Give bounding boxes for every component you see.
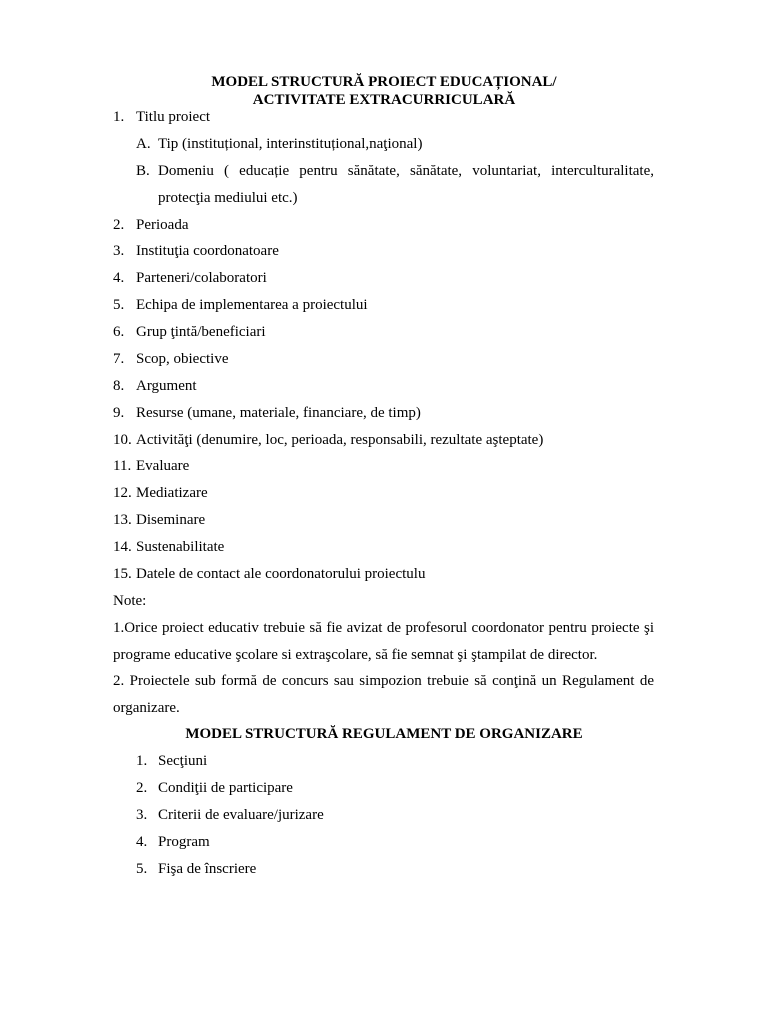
regulament-item-text: Condiţii de participare [158,780,293,796]
regulament-title: MODEL STRUCTURĂ REGULAMENT DE ORGANIZARE [185,726,583,742]
list-item-text: Resurse (umane, materiale, financiare, de timp) [136,405,421,421]
list-item-number: 13. [113,512,132,528]
list-item-number: 1. [113,109,125,125]
regulament-item-text: Program [158,834,210,850]
list-item-number: 4. [113,270,125,286]
regulament-item-text: Secţiuni [158,753,208,769]
list-item-number: 8. [113,378,125,394]
document-title-line-2: ACTIVITATE EXTRACURRICULARĂ [252,92,516,108]
list-item-text: Sustenabilitate [136,539,225,555]
list-item-number: 2. [113,217,125,233]
list-item-number: 6. [113,324,125,340]
regulament-item-text: Fişa de înscriere [158,861,257,877]
document-title-line-1: MODEL STRUCTURĂ PROIECT EDUCAȚIONAL/ [211,74,557,90]
list-item-text: Activităţi (denumire, loc, perioada, responsabili, rezultate aşteptate) [136,432,544,448]
list-item-number: 3. [113,243,125,259]
list-item-number: 11. [113,458,132,474]
list-item-text: Perioada [136,217,189,233]
note-2-line-2: organizare. [113,700,180,716]
list-item-text: Grup ţintă/beneficiari [136,324,266,340]
list-item-text: Argument [136,378,197,394]
regulament-item-number: 2. [136,780,148,796]
sub-list-item-text-line-1: Domeniu ( educație pentru sănătate, sănătate, voluntariat, interculturalitate, [158,163,654,179]
list-item-number: 10. [113,432,132,448]
list-item-text: Scop, obiective [136,351,229,367]
list-item-text: Instituţia coordonatoare [136,243,279,259]
sub-list-item-text-line-2: protecţia mediului etc.) [158,190,298,206]
list-item-number: 12. [113,485,132,501]
regulament-item-number: 4. [136,834,148,850]
regulament-item-text: Criterii de evaluare/jurizare [158,807,324,823]
regulament-item-number: 5. [136,861,148,877]
list-item-text: Echipa de implementarea a proiectului [136,297,368,313]
list-item-text: Evaluare [136,458,190,474]
note-2-line-1: 2. Proiectele sub formă de concurs sau simpozion trebuie să conţină un Regulament de [113,673,654,689]
list-item-number: 14. [113,539,132,555]
list-item-number: 5. [113,297,125,313]
list-item-text: Parteneri/colaboratori [136,270,267,286]
list-item-number: 9. [113,405,125,421]
regulament-item-number: 1. [136,753,148,769]
list-item-text: Datele de contact ale coordonatorului proiectulu [136,566,426,582]
list-item-text: Titlu proiect [136,109,211,125]
note-1-line-2: programe educative şcolare si extraşcolare, să fie semnat şi ştampilat de director. [113,647,598,663]
sub-list-item-letter: A. [136,136,151,152]
list-item-number: 15. [113,566,132,582]
regulament-item-number: 3. [136,807,148,823]
sub-list-item-text: Tip (instituțional, interinstituțional,naţional) [158,136,423,152]
list-item-number: 7. [113,351,125,367]
note-1-line-1: 1.Orice proiect educativ trebuie să fie avizat de profesorul coordonator pentru proiecte şi [113,620,654,636]
list-item-text: Diseminare [136,512,206,528]
sub-list-item-letter: B. [136,163,150,179]
list-item-text: Mediatizare [136,485,208,501]
notes-label: Note: [113,593,147,609]
